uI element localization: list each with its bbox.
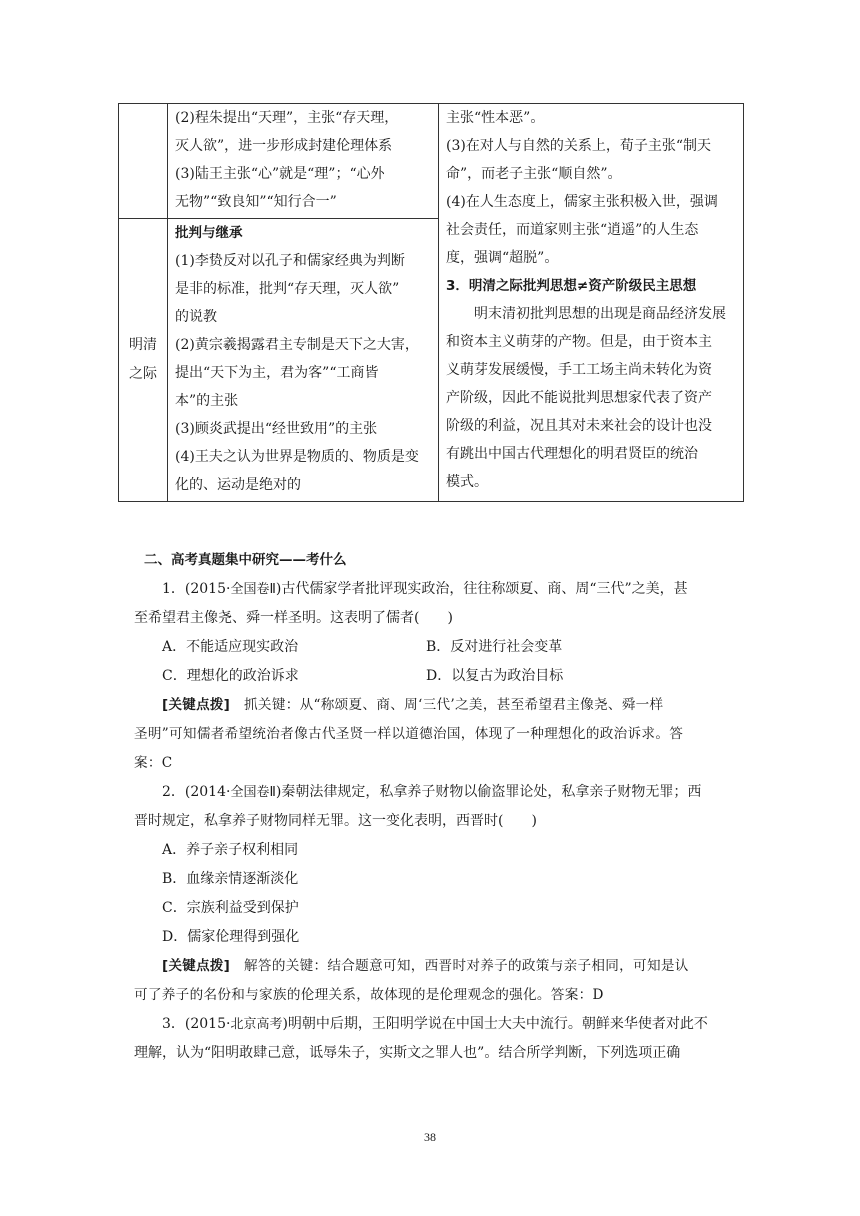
q2-option-d: D．儒家伦理得到强化 [162, 929, 300, 945]
cell-line: 阶级的利益，况且其对未来社会的设计也没 [446, 418, 712, 434]
q1-option-d: D．以复古为政治目标 [426, 668, 564, 684]
table-row [119, 104, 744, 219]
cell-line: (2)黄宗羲揭露君主专制是天下之大害， [175, 337, 419, 353]
q1-key-cont: 圣明”可知儒者希望统治者像古代圣贤一样以道德治国，体现了一种理想化的政治诉求。答 [134, 726, 684, 742]
summary-table [118, 103, 744, 502]
cell-line: (3)在对人与自然的关系上，荀子主张“制天 [446, 138, 711, 154]
q1-option-b: B．反对进行社会变革 [426, 639, 563, 655]
q1-key-point: [关键点拨] 抓关键：从“称颂夏、商、周‘三代’之美，甚至希望君主像尧、舜一样 [162, 697, 664, 713]
q2-option-b: B．血缘亲情逐渐淡化 [162, 871, 299, 887]
q1-options-row2 [134, 662, 740, 691]
cell-line: (3)陆王主张“心”就是“理”；“心外 [175, 166, 385, 182]
q1-option-a: A．不能适应现实政治 [162, 639, 299, 655]
cell-line: 命”，而老子主张“顺自然”。 [446, 166, 622, 182]
cell-line: (2)程朱提出“天理”，主张“存天理， [175, 110, 399, 126]
side-label-2: 之际 [129, 366, 157, 382]
cell-line: 有跳出中国古代理想化的明君贤臣的统治 [446, 446, 698, 462]
key-label: [关键点拨] [162, 697, 231, 713]
cell-line: 明末清初批判思想的出现是商品经济发展 [474, 306, 726, 322]
cell-line: (3)顾炎武提出“经世致用”的主张 [175, 421, 378, 437]
cell-line: 提出“天下为主，君为客”“工商皆 [175, 365, 379, 381]
right-cell [439, 104, 744, 502]
cell-line: 无物”“致良知”“知行合一” [175, 194, 337, 210]
side-cell-ming-qing [119, 219, 168, 502]
questions-section [134, 546, 740, 1068]
q2-key-point: [关键点拨] 解答的关键：结合题意可知，西晋时对养子的政策与亲子相同，可知是认 [162, 958, 689, 974]
q3-stem-cont: 理解，认为“阳明敢肆己意，诋辱朱子，实斯文之罪人也”。结合所学判断，下列选项正确 [134, 1045, 681, 1061]
cell-line: 产阶级，因此不能说批判思想家代表了资产 [446, 390, 712, 406]
cell-line: 是非的标准，批判“存天理，灭人欲” [175, 281, 400, 297]
page-number: 38 [424, 1130, 436, 1144]
cell-line: 社会责任，而道家则主张“逍遥”的人生态 [446, 222, 699, 238]
cell-line: 本”的主张 [175, 393, 239, 409]
q1-stem: 1．(2015·全国卷Ⅱ)古代儒家学者批评现实政治，往往称颂夏、商、周“三代”之美，甚 [162, 581, 688, 597]
side-cell-empty [119, 104, 168, 219]
cell-line: 的说教 [175, 309, 217, 325]
mid-cell-song-ming [168, 104, 439, 219]
cell-line: 度，强调“超脱”。 [446, 250, 559, 266]
cell-line: 化的、运动是绝对的 [175, 477, 301, 493]
cell-line: 模式。 [446, 474, 488, 490]
q2-option-a: A．养子亲子权利相同 [162, 842, 299, 858]
cell-line: 义萌芽发展缓慢，手工工场主尚未转化为资 [446, 362, 712, 378]
mid-heading: 批判与继承 [175, 225, 243, 241]
right-heading: 3．明清之际批判思想≠资产阶级民主思想 [446, 278, 697, 294]
q1-answer: 案：C [134, 755, 173, 771]
mid-cell-ming-qing [168, 219, 439, 502]
q2-stem-cont: 晋时规定，私拿养子财物同样无罪。这一变化表明，西晋时( ) [134, 813, 537, 829]
cell-line: 灭人欲”，进一步形成封建伦理体系 [175, 138, 393, 154]
cell-line: (1)李贽反对以孔子和儒家经典为判断 [175, 253, 405, 269]
q1-options-row1 [134, 633, 740, 662]
side-label-1: 明清 [129, 337, 157, 353]
q1-stem-cont: 至希望君主像尧、舜一样圣明。这表明了儒者( ) [134, 610, 453, 626]
q3-stem: 3．(2015·北京高考)明朝中后期，王阳明学说在中国士大夫中流行。朝鲜来华使者对此不 [162, 1016, 708, 1032]
key-label: [关键点拨] [162, 958, 231, 974]
cell-line: 和资本主义萌芽的产物。但是，由于资本主 [446, 334, 712, 350]
q1-option-c: C．理想化的政治诉求 [162, 668, 299, 684]
q2-key-cont: 可了养子的名份和与家族的伦理关系，故体现的是伦理观念的强化。答案：D [134, 987, 604, 1003]
cell-line: (4)在人生态度上，儒家主张积极入世，强调 [446, 194, 718, 210]
q1-source: 全国卷Ⅱ [230, 582, 276, 597]
q2-option-c: C．宗族利益受到保护 [162, 900, 299, 916]
section-heading: 二、高考真题集中研究——考什么 [144, 552, 347, 568]
cell-line: (4)王夫之认为世界是物质的、物质是变 [175, 449, 419, 465]
cell-line: 主张“性本恶”。 [446, 110, 545, 126]
q2-source: 全国卷Ⅱ [230, 785, 276, 800]
q2-stem: 2．(2014·全国卷Ⅱ)秦朝法律规定，私拿养子财物以偷盗罪论处，私拿亲子财物无罪；西 [162, 784, 702, 800]
q3-source: 北京高考 [230, 1017, 283, 1032]
